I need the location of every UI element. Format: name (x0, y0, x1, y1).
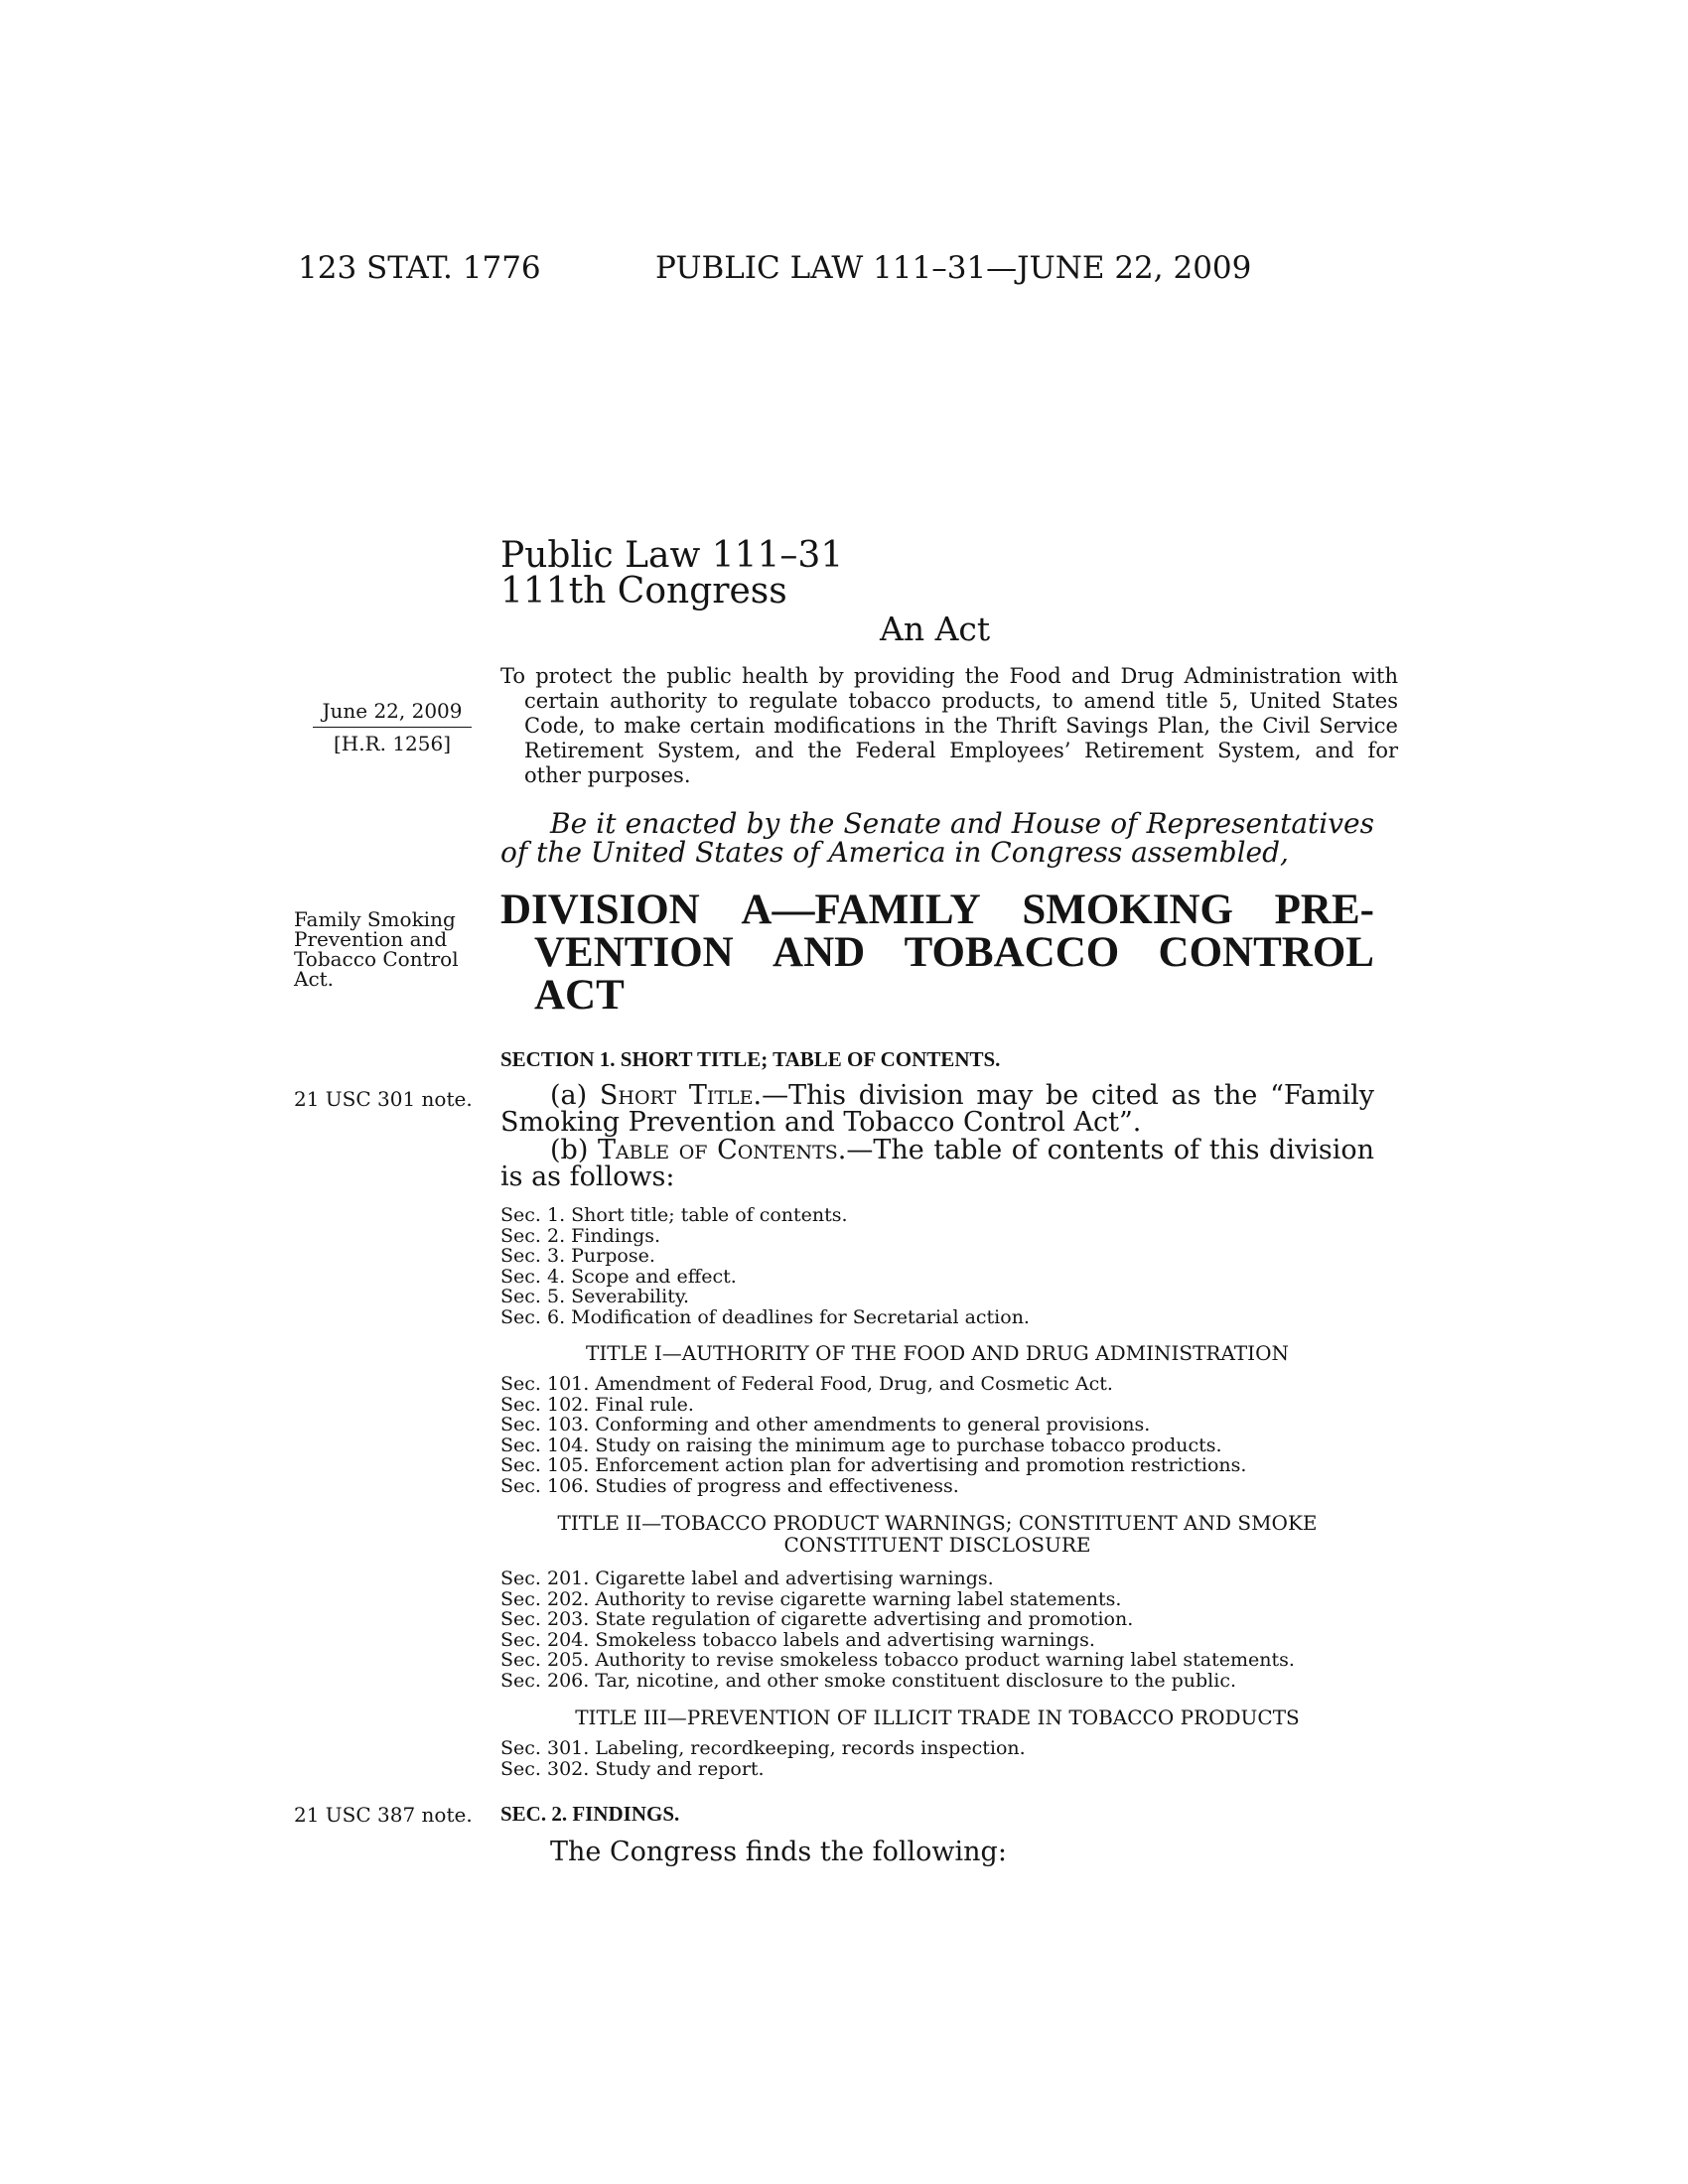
subsection-b (500, 1137, 1374, 1190)
act-name-note (294, 909, 483, 989)
toc-entry: Sec. 206. Tar, nicotine, and other smoke constituent disclosure to the public. (500, 1669, 1237, 1692)
division-word: PRE- (1274, 887, 1374, 933)
subsection-a-caption: Short Title (599, 1080, 754, 1111)
bill-number: [H.R. 1256] (333, 732, 452, 755)
enactment-date-note (313, 698, 472, 756)
page-stat-number: 123 STAT. 1776 (298, 250, 541, 286)
toc-entry: Sec. 204. Smokeless tobacco labels and advertising warnings. (500, 1628, 1095, 1651)
act-purpose: To protect the public health by providing the Food and Drug Administration with certain authority to regulate tobacco products, to amend title 5, United States Code, to make certain modifications in the Thrift Savings Plan, the Civil Service Retirement System, and the Federal Employees’ Retirement System, and for other purposes. (500, 664, 1398, 787)
act-name-line: Family Smoking (294, 907, 456, 931)
toc-title-2 (500, 1569, 1295, 1691)
toc-entry: Sec. 105. Enforcement action plan for advertising and promotion restrictions. (500, 1454, 1247, 1476)
toc-entry: Sec. 202. Authority to revise cigarette warning label statements. (500, 1587, 1122, 1610)
division-word: ACT (534, 972, 625, 1019)
division-word: VENTION (534, 929, 734, 976)
toc-entry: Sec. 203. State regulation of cigarette advertising and promotion. (500, 1608, 1134, 1630)
toc-entry: Sec. 3. Purpose. (500, 1245, 655, 1267)
subsection-b-text: .—The table of contents of this division is as follows: (500, 1135, 1374, 1192)
division-word: CONTROL (1158, 929, 1374, 976)
act-name-line: Tobacco Control (294, 947, 459, 971)
section-2-text: The Congress finds the following: (550, 1837, 1007, 1867)
toc-heading-line: TITLE II—TOBACCO PRODUCT WARNINGS; CONSTITUENT AND SMOKE (557, 1511, 1318, 1535)
division-word: TOBACCO (904, 929, 1120, 976)
division-word: DIVISION (500, 887, 700, 933)
act-name-line: Prevention and (294, 927, 448, 951)
subsection-b-caption: Table of Contents (597, 1135, 838, 1165)
usc-387-note: 21 USC 387 note. (294, 1803, 473, 1827)
public-law-number: Public Law 111–31 (500, 535, 844, 576)
toc-heading-line: CONSTITUENT DISCLOSURE (783, 1533, 1091, 1557)
toc-entry: Sec. 4. Scope and effect. (500, 1265, 737, 1288)
toc-general (500, 1205, 1030, 1327)
toc-entry: Sec. 205. Authority to revise smokeless tobacco product warning label statements. (500, 1649, 1295, 1671)
toc-entry: Sec. 2. Findings. (500, 1224, 661, 1247)
toc-entry: Sec. 201. Cigarette label and advertising warnings. (500, 1568, 994, 1589)
toc-entry: Sec. 104. Study on raising the minimum age to purchase tobacco products. (500, 1433, 1222, 1456)
subsection-a-text: .—This division may be cited as the “Family Smoking Prevention and Tobacco Control Act”. (500, 1080, 1375, 1138)
congress-label: 111th Congress (500, 571, 787, 612)
toc-entry: Sec. 103. Conforming and other amendments to general provisions. (500, 1414, 1151, 1435)
enactment-date: June 22, 2009 (322, 699, 463, 723)
date-divider (313, 727, 472, 728)
toc-entry: Sec. 102. Final rule. (500, 1393, 694, 1416)
toc-entry: Sec. 5. Severability. (500, 1286, 690, 1307)
toc-title-3 (500, 1738, 1026, 1779)
division-word: SMOKING (1022, 887, 1233, 933)
toc-entry: Sec. 302. Study and report. (500, 1757, 765, 1780)
division-heading (500, 888, 1374, 1017)
division-word: A—FAMILY (741, 887, 981, 933)
enacting-clause: Be it enacted by the Senate and House of Representatives of the United States of America in Congress assembled, (500, 807, 1374, 869)
running-header: PUBLIC LAW 111–31—JUNE 22, 2009 (655, 250, 1252, 286)
an-act-heading: An Act (880, 610, 991, 648)
subsection-b-label: (b) (550, 1135, 598, 1165)
toc-entry: Sec. 1. Short title; table of contents. (500, 1204, 848, 1226)
toc-title-3-heading: TITLE III—PREVENTION OF ILLICIT TRADE IN TOBACCO PRODUCTS (575, 1706, 1300, 1729)
toc-entry: Sec. 106. Studies of progress and effectiveness. (500, 1474, 959, 1497)
act-name-line: Act. (294, 967, 335, 991)
division-word: AND (773, 929, 866, 976)
toc-title-2-heading (500, 1512, 1374, 1556)
toc-title-1 (500, 1374, 1246, 1496)
usc-301-note: 21 USC 301 note. (294, 1087, 473, 1111)
toc-entry: Sec. 301. Labeling, recordkeeping, records inspection. (500, 1737, 1026, 1759)
subsection-a-label: (a) (550, 1080, 600, 1111)
toc-entry: Sec. 101. Amendment of Federal Food, Drug, and Cosmetic Act. (500, 1373, 1113, 1395)
toc-title-1-heading: TITLE I—AUTHORITY OF THE FOOD AND DRUG ADMINISTRATION (586, 1341, 1289, 1365)
subsection-a (500, 1082, 1374, 1136)
section-1-heading: SECTION 1. SHORT TITLE; TABLE OF CONTENTS. (500, 1047, 1001, 1071)
toc-entry: Sec. 6. Modification of deadlines for Secretarial action. (500, 1305, 1030, 1328)
section-2-heading: SEC. 2. FINDINGS. (500, 1802, 680, 1826)
